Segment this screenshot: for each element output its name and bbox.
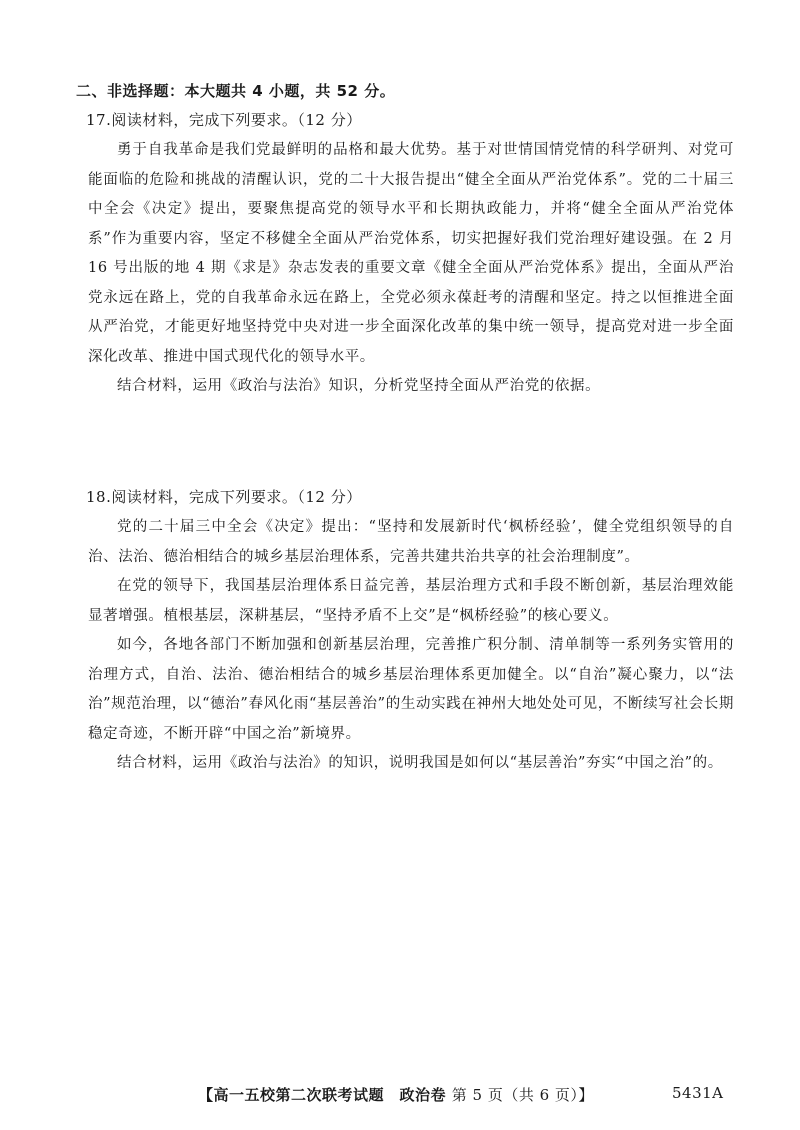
question-17-title: 17.阅读材料，完成下列要求。（12 分） <box>86 111 362 129</box>
question-17-prompt: 结合材料，运用《政治与法治》知识，分析党坚持全面从严治党的依据。 <box>117 378 601 394</box>
question-17-material: 勇于自我革命是我们党最鲜明的品格和最大优势。基于对世情国情党情的科学研判、对党可能面临的危险和挑战的清醒认识，党的二十大报告提出“健全全面从严治党体系”。党的二十届三中全会《决定》提出，要聚焦提高党的领导水平和长期执政能力，并将“健全全面从严治党体系”作为重要内容，坚定不移健全全面从严治党体系，切实把握好我们党治理好建设强。在 2 月 16 号出版的地 4 期《求是》杂志发表的重要文章《健全全面从严治党体系》提出，全面从严治党永远在路上，党的自我革命永远在路上，全党必须永葆赶考的清醒和坚定。持之以恒推进全面从严治党，才能更好地坚持党中央对进一步全面深化改革的集中统一领导，提高党对进一步全面深化改革、推进中国式现代化的领导水平。 <box>88 142 734 365</box>
question-18-material-2: 在党的领导下，我国基层治理体系日益完善，基层治理方式和手段不断创新，基层治理效能显著增强。植根基层，深耕基层，“坚持矛盾不上交”是“枫桥经验”的核心要义。 <box>88 578 734 624</box>
page-number: 第 5 页（共 6 页）】 <box>451 1086 594 1104</box>
question-18-material-3: 如今，各地各部门不断加强和创新基层治理，完善推广积分制、清单制等一系列务实管用的治理方式，自治、法治、德治相结合的城乡基层治理体系更加健全。以“自治”凝心聚力，以“法治”规范治理，以“德治”春风化雨“基层善治”的生动实践在神州大地处处可见，不断续写社会长期稳定奇迹，不断开辟“中国之治”新境界。 <box>88 637 734 742</box>
exam-name: 【高一五校第二次联考试题 政治卷 <box>198 1086 447 1104</box>
section-heading: 二、非选择题：本大题共 4 小题，共 52 分。 <box>76 82 396 100</box>
paper-code: 5431A <box>672 1084 724 1102</box>
page-footer <box>198 1084 594 1105</box>
question-18-material-1: 党的二十届三中全会《决定》提出：“坚持和发展新时代‘枫桥经验’，健全党组织领导的自治、法治、德治相结合的城乡基层治理体系，完善共建共治共享的社会治理制度”。 <box>88 519 734 565</box>
question-18-body <box>88 513 734 779</box>
question-18-prompt: 结合材料，运用《政治与法治》的知识，说明我国是如何以“基层善治”夯实“中国之治”的。 <box>117 755 723 771</box>
question-17-body <box>88 136 734 402</box>
question-18-title: 18.阅读材料，完成下列要求。（12 分） <box>86 488 362 506</box>
